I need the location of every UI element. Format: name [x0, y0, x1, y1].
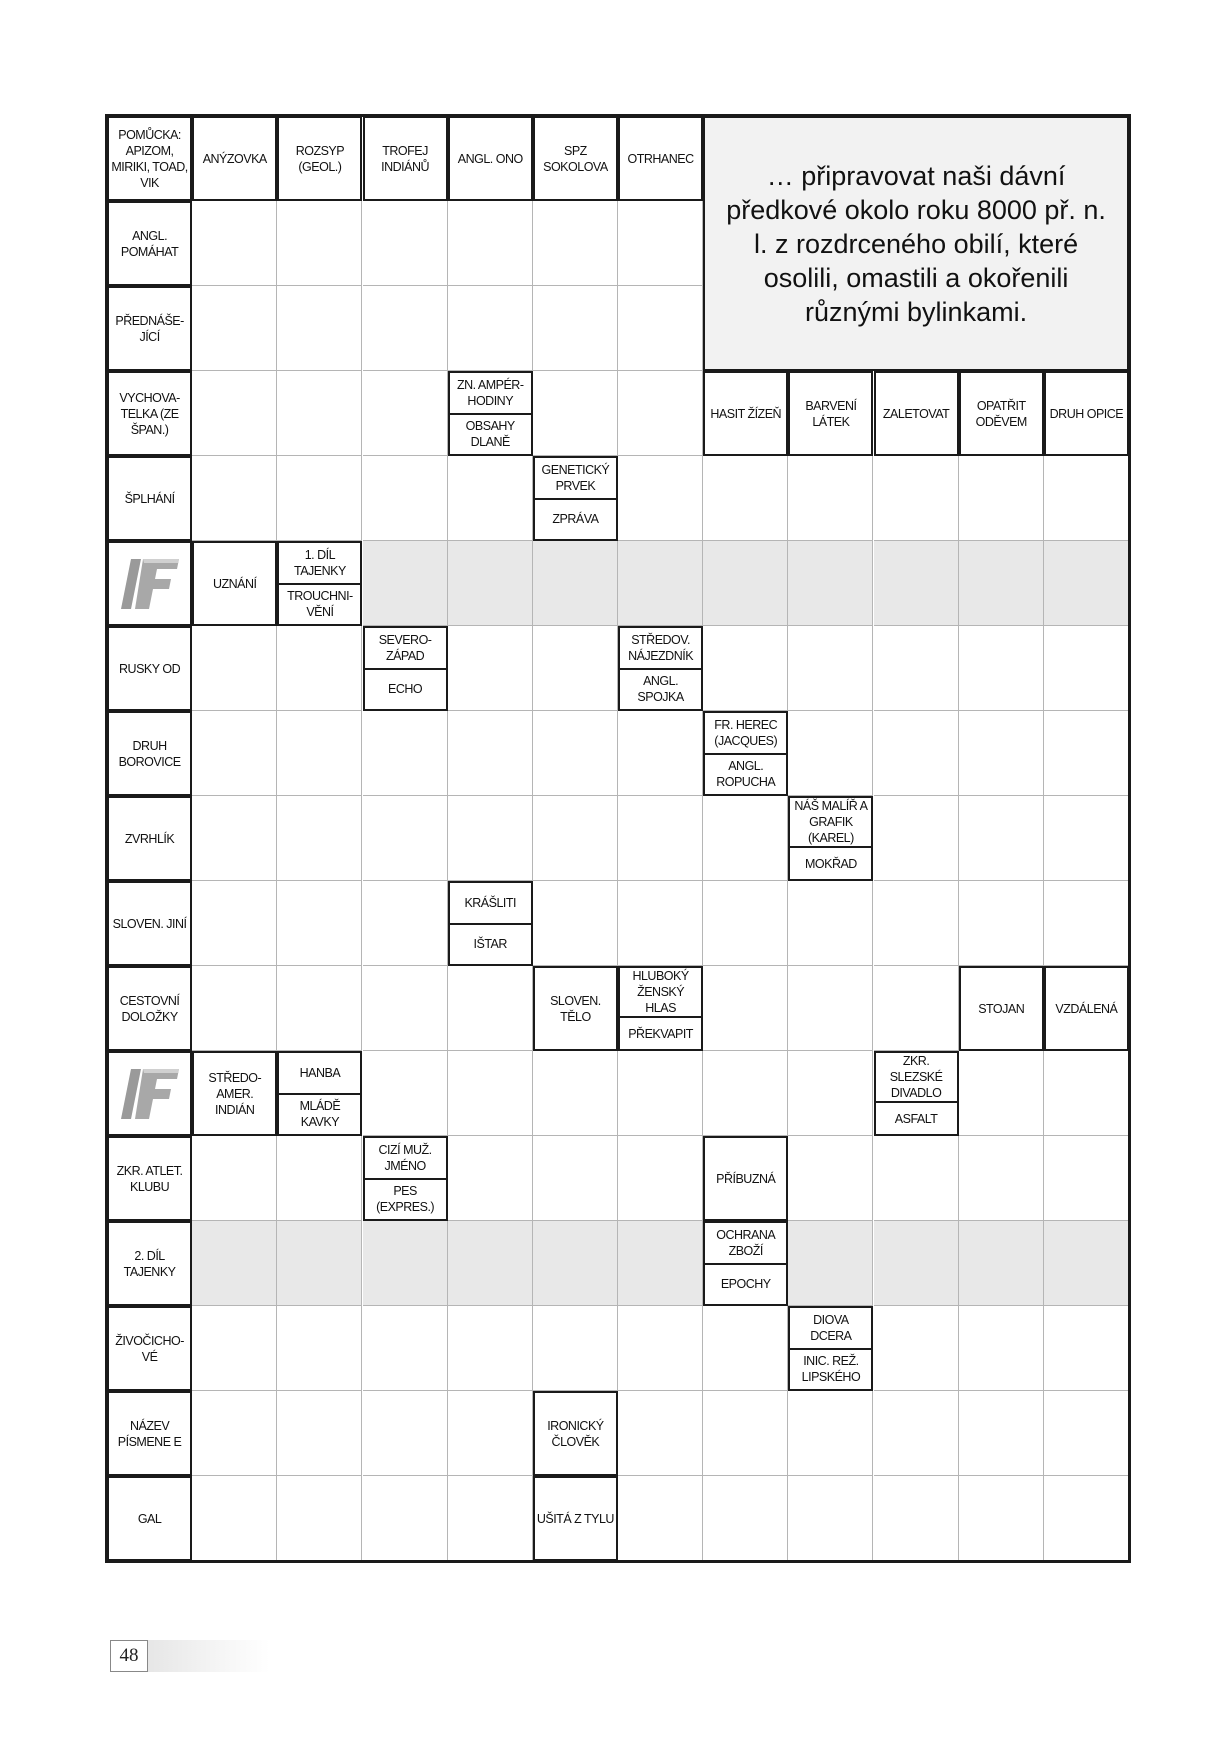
- solution-cell[interactable]: [533, 541, 618, 626]
- answer-cell[interactable]: [703, 456, 788, 541]
- answer-cell[interactable]: [192, 201, 277, 286]
- clue-cell: [788, 1306, 873, 1391]
- clue-cell: [1044, 966, 1129, 1051]
- clue-text: FR. HEREC (JACQUES): [714, 717, 778, 748]
- answer-cell[interactable]: [788, 1391, 873, 1476]
- answer-cell[interactable]: [874, 1476, 959, 1561]
- answer-cell[interactable]: [533, 201, 618, 286]
- answer-cell[interactable]: [533, 626, 618, 711]
- clue-cell: [618, 116, 703, 201]
- clue-text: MLÁDĚ KAVKY: [279, 1093, 360, 1135]
- clue-text: PŘEDNÁŠE-JÍCÍ: [115, 313, 184, 344]
- solution-cell[interactable]: [363, 1221, 448, 1306]
- clue-cell: [703, 1221, 788, 1306]
- clue-cell: [107, 116, 192, 201]
- clue-text: UŠITÁ Z TYLU: [536, 1511, 614, 1526]
- clue-text: SEVERO-ZÁPAD: [378, 632, 432, 663]
- clue-text: ROZSYP (GEOL.): [295, 143, 345, 174]
- clue-text: POMŮCKA: APIZOM, MIRIKI, TOAD, VIK: [111, 127, 188, 190]
- answer-cell[interactable]: [533, 796, 618, 881]
- answer-cell[interactable]: [448, 1391, 533, 1476]
- clue-text: DIOVA DCERA: [810, 1312, 852, 1343]
- answer-cell[interactable]: [788, 626, 873, 711]
- answer-cell[interactable]: [363, 881, 448, 966]
- clue-text: ŠPLHÁNÍ: [124, 491, 175, 506]
- clue-text: ANÝZOVKA: [202, 151, 267, 166]
- answer-cell[interactable]: [703, 1391, 788, 1476]
- answer-cell[interactable]: [874, 1391, 959, 1476]
- clue-text: SLOVEN. JINÍ: [112, 916, 187, 931]
- answer-cell[interactable]: [192, 1136, 277, 1221]
- answer-cell[interactable]: [448, 201, 533, 286]
- answer-cell[interactable]: [788, 1136, 873, 1221]
- clue-cell: [959, 371, 1044, 456]
- solution-cell[interactable]: [703, 541, 788, 626]
- answer-cell[interactable]: [959, 456, 1044, 541]
- answer-cell[interactable]: [192, 626, 277, 711]
- clue-text: SLOVEN. TĚLO: [550, 993, 601, 1024]
- clue-text: ZKR. SLEZSKÉ DIVADLO: [889, 1054, 943, 1100]
- clue-text: DRUH OPICE: [1049, 406, 1124, 421]
- answer-cell[interactable]: [363, 1391, 448, 1476]
- answer-cell[interactable]: [959, 1476, 1044, 1561]
- clue-text: VYCHOVA-TELKA (ZE ŠPAN.): [119, 390, 180, 437]
- answer-cell[interactable]: [703, 1476, 788, 1561]
- clue-cell: [107, 1476, 192, 1561]
- answer-cell[interactable]: [277, 966, 362, 1051]
- answer-cell[interactable]: [1044, 796, 1129, 881]
- clue-text: ZPRÁVA: [535, 498, 616, 540]
- clue-text: EPOCHY: [705, 1263, 786, 1305]
- answer-cell[interactable]: [703, 626, 788, 711]
- clue-cell: [107, 456, 192, 541]
- clue-text: ZKR. ATLET. KLUBU: [116, 1163, 183, 1194]
- clue-text: ANGL. POMÁHAT: [120, 228, 179, 259]
- answer-cell[interactable]: [618, 286, 703, 371]
- answer-cell[interactable]: [277, 1306, 362, 1391]
- answer-cell[interactable]: [277, 456, 362, 541]
- answer-cell[interactable]: [448, 796, 533, 881]
- clue-cell: [107, 1221, 192, 1306]
- clue-cell: [107, 711, 192, 796]
- clue-text: TROUCHNI-VĚNÍ: [279, 583, 360, 625]
- page-number-box: [110, 1640, 270, 1672]
- clue-cell: [277, 541, 362, 626]
- answer-cell[interactable]: [618, 1476, 703, 1561]
- answer-cell[interactable]: [277, 371, 362, 456]
- answer-cell[interactable]: [1044, 1136, 1129, 1221]
- answer-cell[interactable]: [448, 711, 533, 796]
- clue-text: BARVENÍ LÁTEK: [805, 398, 857, 429]
- answer-cell[interactable]: [874, 626, 959, 711]
- answer-cell[interactable]: [448, 966, 533, 1051]
- crossword-grid: [107, 116, 1129, 1561]
- solution-cell[interactable]: [363, 541, 448, 626]
- answer-cell[interactable]: [1044, 711, 1129, 796]
- answer-cell[interactable]: [1044, 1391, 1129, 1476]
- clue-cell: [533, 1391, 618, 1476]
- answer-cell[interactable]: [363, 286, 448, 371]
- clue-text: INIC. REŽ. LIPSKÉHO: [790, 1348, 871, 1390]
- answer-cell[interactable]: [618, 1306, 703, 1391]
- answer-cell[interactable]: [788, 711, 873, 796]
- clue-cell: [107, 286, 192, 371]
- answer-cell[interactable]: [618, 371, 703, 456]
- answer-cell[interactable]: [192, 371, 277, 456]
- answer-cell[interactable]: [277, 796, 362, 881]
- answer-cell[interactable]: [703, 1051, 788, 1136]
- answer-cell[interactable]: [192, 286, 277, 371]
- answer-cell[interactable]: [363, 796, 448, 881]
- answer-cell[interactable]: [959, 1051, 1044, 1136]
- answer-cell[interactable]: [192, 711, 277, 796]
- clue-cell: [363, 116, 448, 201]
- answer-cell[interactable]: [959, 1306, 1044, 1391]
- answer-cell[interactable]: [874, 1306, 959, 1391]
- clue-text: ZVRHLÍK: [124, 831, 175, 846]
- solution-cell[interactable]: [618, 541, 703, 626]
- clue-text: PŘÍBUZNÁ: [716, 1171, 776, 1186]
- answer-cell[interactable]: [277, 711, 362, 796]
- answer-cell[interactable]: [618, 456, 703, 541]
- clue-text: OCHRANA ZBOŽÍ: [716, 1227, 776, 1258]
- answer-cell[interactable]: [277, 1136, 362, 1221]
- answer-cell[interactable]: [618, 711, 703, 796]
- clue-cell: [448, 116, 533, 201]
- answer-cell[interactable]: [192, 796, 277, 881]
- clue-text: HASIT ŽÍZEŇ: [710, 406, 782, 421]
- answer-cell[interactable]: [533, 371, 618, 456]
- clue-cell: [959, 966, 1044, 1051]
- clue-cell: [107, 371, 192, 456]
- clue-cell: [703, 371, 788, 456]
- clue-cell: [107, 1306, 192, 1391]
- clue-text: HANBA: [299, 1065, 341, 1080]
- solution-cell[interactable]: [448, 1221, 533, 1306]
- answer-cell[interactable]: [959, 796, 1044, 881]
- answer-cell[interactable]: [703, 1306, 788, 1391]
- clue-text: OPATŘIT ODĚVEM: [975, 398, 1027, 429]
- answer-cell[interactable]: [1044, 881, 1129, 966]
- clue-text: STOJAN: [978, 1001, 1025, 1016]
- answer-cell[interactable]: [277, 286, 362, 371]
- solution-cell[interactable]: [277, 1221, 362, 1306]
- answer-cell[interactable]: [448, 456, 533, 541]
- clue-cell: [874, 371, 959, 456]
- solution-cell[interactable]: [959, 1221, 1044, 1306]
- clue-cell: [533, 1476, 618, 1561]
- clue-text: GAL: [137, 1511, 162, 1526]
- answer-cell[interactable]: [277, 1476, 362, 1561]
- page-number: 48: [110, 1640, 148, 1672]
- answer-cell[interactable]: [618, 201, 703, 286]
- answer-cell[interactable]: [874, 1136, 959, 1221]
- answer-cell[interactable]: [192, 966, 277, 1051]
- answer-cell[interactable]: [448, 626, 533, 711]
- clue-text: TROFEJ INDIÁNŮ: [381, 143, 430, 174]
- answer-cell[interactable]: [277, 626, 362, 711]
- answer-cell[interactable]: [192, 456, 277, 541]
- answer-cell[interactable]: [1044, 1306, 1129, 1391]
- clue-text: ZALETOVAT: [882, 406, 950, 421]
- answer-cell[interactable]: [703, 796, 788, 881]
- answer-cell[interactable]: [363, 711, 448, 796]
- clue-cell: [363, 1136, 448, 1221]
- answer-cell[interactable]: [448, 1136, 533, 1221]
- answer-cell[interactable]: [874, 966, 959, 1051]
- solution-cell[interactable]: [959, 541, 1044, 626]
- clue-cell: [107, 881, 192, 966]
- clue-text: OBSAHY DLANĚ: [450, 413, 531, 455]
- clue-cell: [107, 966, 192, 1051]
- clue-cell: [788, 796, 873, 881]
- answer-cell[interactable]: [533, 711, 618, 796]
- answer-cell[interactable]: [874, 456, 959, 541]
- clue-cell: [363, 626, 448, 711]
- answer-cell[interactable]: [959, 1136, 1044, 1221]
- answer-cell[interactable]: [533, 286, 618, 371]
- clue-text: PES (EXPRES.): [365, 1178, 446, 1220]
- clue-cell: [533, 456, 618, 541]
- clue-text: ECHO: [365, 668, 446, 710]
- answer-cell[interactable]: [618, 1136, 703, 1221]
- clue-text: ZN. AMPÉR-HODINY: [456, 377, 524, 408]
- clue-cell: [107, 201, 192, 286]
- clue-text: UZNÁNÍ: [212, 576, 257, 591]
- solution-cell[interactable]: [788, 541, 873, 626]
- answer-cell[interactable]: [363, 1051, 448, 1136]
- answer-cell[interactable]: [363, 456, 448, 541]
- solution-cell[interactable]: [874, 1221, 959, 1306]
- solution-cell[interactable]: [1044, 1221, 1129, 1306]
- clue-text: MOKŘAD: [790, 846, 871, 879]
- answer-cell[interactable]: [703, 881, 788, 966]
- clue-cell: [874, 1051, 959, 1136]
- answer-cell[interactable]: [363, 371, 448, 456]
- clue-text: RUSKY OD: [119, 661, 181, 676]
- clue-cell: [277, 1051, 362, 1136]
- answer-cell[interactable]: [618, 1391, 703, 1476]
- clue-text: KRÁŠLITI: [464, 895, 517, 910]
- clue-cell: [618, 966, 703, 1051]
- answer-cell[interactable]: [448, 1476, 533, 1561]
- answer-cell[interactable]: [448, 286, 533, 371]
- answer-cell[interactable]: [1044, 1051, 1129, 1136]
- clue-text: NÁŠ MALÍŘ A GRAFIK (KAREL): [794, 799, 868, 845]
- answer-cell[interactable]: [192, 1391, 277, 1476]
- solution-cell[interactable]: [874, 541, 959, 626]
- answer-cell[interactable]: [192, 1476, 277, 1561]
- clue-text: CESTOVNÍ DOLOŽKY: [119, 993, 180, 1024]
- clue-text: PŘEKVAPIT: [620, 1016, 701, 1049]
- clue-cell: [1044, 371, 1129, 456]
- answer-cell[interactable]: [788, 966, 873, 1051]
- magazine-logo-icon: [107, 541, 192, 626]
- answer-cell[interactable]: [874, 796, 959, 881]
- answer-cell[interactable]: [363, 201, 448, 286]
- clue-cell: [277, 116, 362, 201]
- clue-text: ANGL. SPOJKA: [620, 668, 701, 710]
- clue-text: STŘEDOV. NÁJEZDNÍK: [628, 632, 694, 663]
- answer-cell[interactable]: [959, 711, 1044, 796]
- answer-cell[interactable]: [788, 881, 873, 966]
- clue-cell: [533, 966, 618, 1051]
- answer-cell[interactable]: [618, 796, 703, 881]
- answer-cell[interactable]: [788, 1051, 873, 1136]
- answer-cell[interactable]: [788, 456, 873, 541]
- clue-text: ANGL. ONO: [457, 151, 523, 166]
- clue-text: ASFALT: [876, 1101, 957, 1134]
- clue-text: IŠTAR: [450, 923, 531, 965]
- clue-text: NÁZEV PÍSMENE E: [117, 1418, 182, 1449]
- answer-cell[interactable]: [192, 1306, 277, 1391]
- answer-cell[interactable]: [1044, 456, 1129, 541]
- answer-cell[interactable]: [874, 711, 959, 796]
- clue-cell: [192, 1051, 277, 1136]
- answer-cell[interactable]: [618, 1051, 703, 1136]
- clue-text: OTRHANEC: [627, 151, 694, 166]
- answer-cell[interactable]: [448, 1306, 533, 1391]
- clue-cell: [192, 541, 277, 626]
- clue-cell: [107, 1391, 192, 1476]
- solution-cell[interactable]: [192, 1221, 277, 1306]
- answer-cell[interactable]: [363, 966, 448, 1051]
- answer-cell[interactable]: [277, 881, 362, 966]
- answer-cell[interactable]: [533, 881, 618, 966]
- solution-cell[interactable]: [788, 1221, 873, 1306]
- solution-cell[interactable]: [448, 541, 533, 626]
- answer-cell[interactable]: [1044, 1476, 1129, 1561]
- clue-cell: [192, 116, 277, 201]
- clue-cell: [107, 626, 192, 711]
- answer-cell[interactable]: [277, 1391, 362, 1476]
- clue-cell: [703, 711, 788, 796]
- clue-cell: [533, 116, 618, 201]
- answer-cell[interactable]: [959, 1391, 1044, 1476]
- clue-cell: [448, 371, 533, 456]
- answer-cell[interactable]: [703, 966, 788, 1051]
- solution-cell[interactable]: [533, 1221, 618, 1306]
- answer-cell[interactable]: [533, 1136, 618, 1221]
- clue-text: SPZ SOKOLOVA: [543, 143, 608, 174]
- clue-cell: [703, 1136, 788, 1221]
- clue-cell: [107, 796, 192, 881]
- quote-text: … připravovat naši dávní předkové okolo roku 8000 př. n. l. z rozdrceného obilí, které osolili, omastili a okořenili různými bylinkami.: [703, 116, 1129, 371]
- answer-cell[interactable]: [448, 1051, 533, 1136]
- answer-cell[interactable]: [533, 1051, 618, 1136]
- clue-cell: [448, 881, 533, 966]
- answer-cell[interactable]: [959, 626, 1044, 711]
- answer-cell[interactable]: [874, 881, 959, 966]
- answer-cell[interactable]: [618, 881, 703, 966]
- answer-cell[interactable]: [277, 201, 362, 286]
- answer-cell[interactable]: [1044, 626, 1129, 711]
- clue-cell: [788, 371, 873, 456]
- clue-cell: [107, 1136, 192, 1221]
- clue-text: ANGL. ROPUCHA: [705, 753, 786, 795]
- answer-cell[interactable]: [363, 1476, 448, 1561]
- clue-text: STŘEDO-AMER. INDIÁN: [208, 1070, 262, 1117]
- clue-text: 1. DÍL TAJENKY: [293, 547, 346, 578]
- clue-text: DRUH BOROVICE: [118, 738, 181, 769]
- answer-cell[interactable]: [192, 881, 277, 966]
- clue-text: IRONICKÝ ČLOVĚK: [547, 1418, 604, 1449]
- solution-cell[interactable]: [1044, 541, 1129, 626]
- solution-cell[interactable]: [618, 1221, 703, 1306]
- clue-cell: [618, 626, 703, 711]
- answer-cell[interactable]: [788, 1476, 873, 1561]
- magazine-logo-icon: [107, 1051, 192, 1136]
- clue-text: CIZÍ MUŽ. JMÉNO: [378, 1142, 432, 1173]
- answer-cell[interactable]: [363, 1306, 448, 1391]
- answer-cell[interactable]: [533, 1306, 618, 1391]
- clue-text: ŽIVOČICHO-VÉ: [115, 1333, 184, 1364]
- clue-text: HLUBOKÝ ŽENSKÝ HLAS: [632, 969, 689, 1015]
- clue-text: 2. DÍL TAJENKY: [123, 1248, 176, 1279]
- clue-text: VZDÁLENÁ: [1055, 1001, 1118, 1016]
- answer-cell[interactable]: [959, 881, 1044, 966]
- clue-text: GENETICKÝ PRVEK: [541, 462, 610, 493]
